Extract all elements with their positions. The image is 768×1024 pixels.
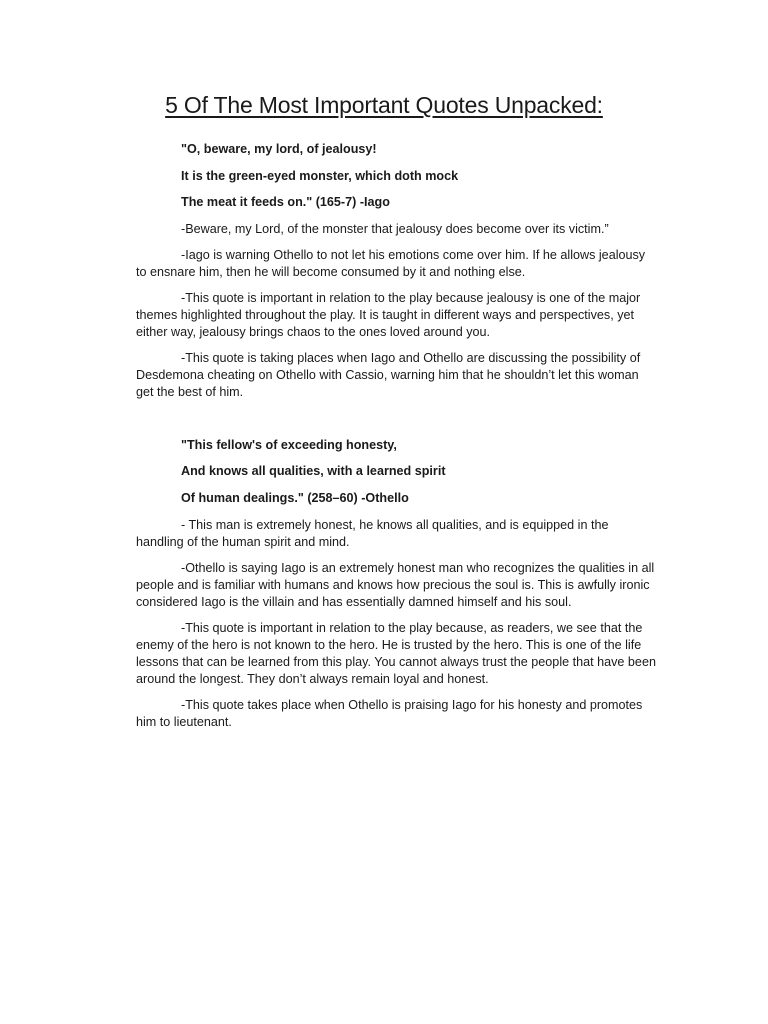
quote-line: And knows all qualities, with a learned spirit [181, 464, 446, 479]
quote-section-2 [136, 437, 656, 731]
document-body [136, 141, 656, 740]
page-title: 5 Of The Most Important Quotes Unpacked: [165, 92, 603, 118]
paragraph: -Beware, my Lord, of the monster that jealousy does become over its victim.” [181, 221, 609, 236]
paragraph: -Iago is warning Othello to not let his emotions come over him. If he allows jealousy to ensnare him, then he will become consumed by it and nothing else. [136, 247, 646, 279]
quote-section-1 [136, 141, 656, 401]
paragraph: -This quote is important in relation to the play because jealousy is one of the major themes highlighted throughout the play. It is taught in different ways and perspectives, yet either way, jealousy brings chaos to the ones loved around you. [136, 290, 641, 339]
paragraph: - This man is extremely honest, he knows all qualities, and is equipped in the handling of the human spirit and mind. [136, 517, 609, 549]
paragraph: -This quote is taking places when Iago and Othello are discussing the possibility of Desdemona cheating on Othello with Cassio, warning him that he shouldn’t let this woman get the best of him. [136, 350, 641, 399]
quote-line: The meat it feeds on." (165-7) -Iago [181, 195, 390, 210]
quote-line: It is the green-eyed monster, which doth mock [181, 168, 459, 183]
quote-line: Of human dealings." (258–60) -Othello [181, 490, 409, 505]
paragraph: -Othello is saying Iago is an extremely honest man who recognizes the qualities in all people and is familiar with humans and knows how precious the soul is. This is awfully ironic considered Iago is the villain and has essentially damned himself and his soul. [136, 560, 655, 609]
quote-line: "O, beware, my lord, of jealousy! [181, 142, 377, 156]
quote-line: "This fellow's of exceeding honesty, [181, 437, 397, 452]
section-spacer [136, 410, 656, 437]
paragraph: -This quote takes place when Othello is praising Iago for his honesty and promotes him to lieutenant. [136, 697, 643, 729]
paragraph: -This quote is important in relation to the play because, as readers, we see that the enemy of the hero is not known to the hero. He is trusted by the hero. This is one of the life lessons that can be learned from this play. You cannot always trust the people that have been around the longest. They don’t always remain loyal and honest. [136, 620, 656, 686]
